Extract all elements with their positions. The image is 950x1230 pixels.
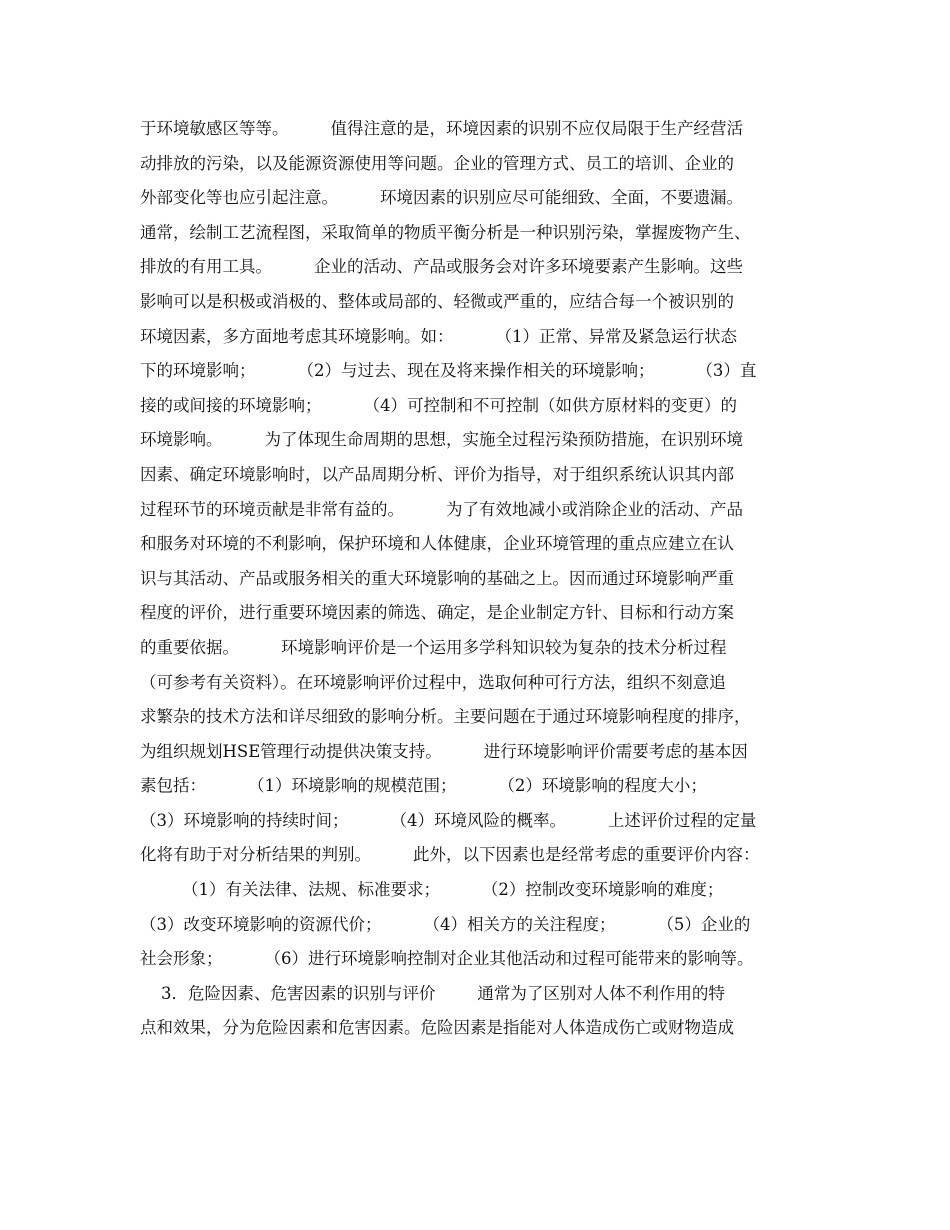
text-line: 和服务对环境的不利影响，保护环境和人体健康，企业环境管理的重点应建立在认 xyxy=(140,534,734,554)
text-line: 通常，绘制工艺流程图，采取简单的物质平衡分析是一种识别污染，掌握废物产生、 xyxy=(140,222,751,242)
text-line: 化将有助于对分析结果的判别。 此外，以下因素也是经常考虑的重要评价内容： xyxy=(140,845,760,865)
text-line: 社会形象； （6）进行环境影响控制对企业其他活动和过程可能带来的影响等。 xyxy=(140,949,754,969)
text-line: 外部变化等也应引起注意。 环境因素的识别应尽可能细致、全面，不要遗漏。 xyxy=(140,188,743,208)
text-line: 过程环节的环境贡献是非常有益的。 为了有效地减小或消除企业的活动、产品 xyxy=(140,499,743,519)
text-line: 的重要依据。 环境影响评价是一个运用多学科知识较为复杂的技术分析过程 xyxy=(140,637,727,657)
text-line: 环境因素，多方面地考虑其环境影响。如： （1）正常、异常及紧急运行状态 xyxy=(140,326,737,346)
text-line: 于环境敏感区等等。 值得注意的是，环境因素的识别不应仅局限于生产经营活 xyxy=(140,119,743,138)
text-line: 排放的有用工具。 企业的活动、产品或服务会对许多环境要素产生影响。这些 xyxy=(140,257,743,277)
body-text xyxy=(140,112,820,1046)
text-line: 求繁杂的技术方法和详尽细致的影响分析。主要问题在于通过环境影响程度的排序， xyxy=(140,707,751,727)
text-line: 点和效果，分为危险因素和危害因素。危险因素是指能对人体造成伤亡或财物造成 xyxy=(140,1018,734,1038)
text-line: 因素、确定环境影响时，以产品周期分析、评价为指导，对于组织系统认识其内部 xyxy=(140,464,734,484)
text-line: 识与其活动、产品或服务相关的重大环境影响的基础之上。因而通过环境影响严重 xyxy=(140,568,734,588)
text-line: 接的或间接的环境影响； （4）可控制和不可控制（如供方原材料的变更）的 xyxy=(140,395,737,415)
text-line: 程度的评价，进行重要环境因素的筛选、确定，是企业制定方针、目标和行动方案 xyxy=(140,603,734,623)
text-line: 为组织规划HSE管理行动提供决策支持。 进行环境影响评价需要考虑的基本因 xyxy=(140,741,748,761)
text-line: 素包括： （1）环境影响的规模范围； （2）环境影响的程度大小； xyxy=(140,776,707,796)
text-line: （3）环境影响的持续时间； （4）环境风险的概率。 上述评价过程的定量 xyxy=(140,810,757,830)
text-line: （可参考有关资料）。在环境影响评价过程中，选取何种可行方法，组织不刻意追 xyxy=(140,672,726,692)
text-line: （3）改变环境影响的资源代价； （4）相关方的关注程度； （5）企业的 xyxy=(140,914,751,934)
text-line: 环境影响。 为了体现生命周期的思想，实施全过程污染预防措施，在识别环境 xyxy=(140,430,743,450)
text-line: 影响可以是积极或消极的、整体或局部的、轻微或严重的，应结合每一个被识别的 xyxy=(140,291,734,311)
text-line: 3．危险因素、危害因素的识别与评价 通常为了区别对人体不利作用的特 xyxy=(140,983,725,1003)
text-line: 动排放的污染，以及能源资源使用等问题。企业的管理方式、员工的培训、企业的 xyxy=(140,153,734,173)
text-line: （1）有关法律、法规、标准要求； （2）控制改变环境影响的难度； xyxy=(140,880,724,900)
text-line: 下的环境影响； （2）与过去、现在及将来操作相关的环境影响； （3）直 xyxy=(140,361,757,381)
